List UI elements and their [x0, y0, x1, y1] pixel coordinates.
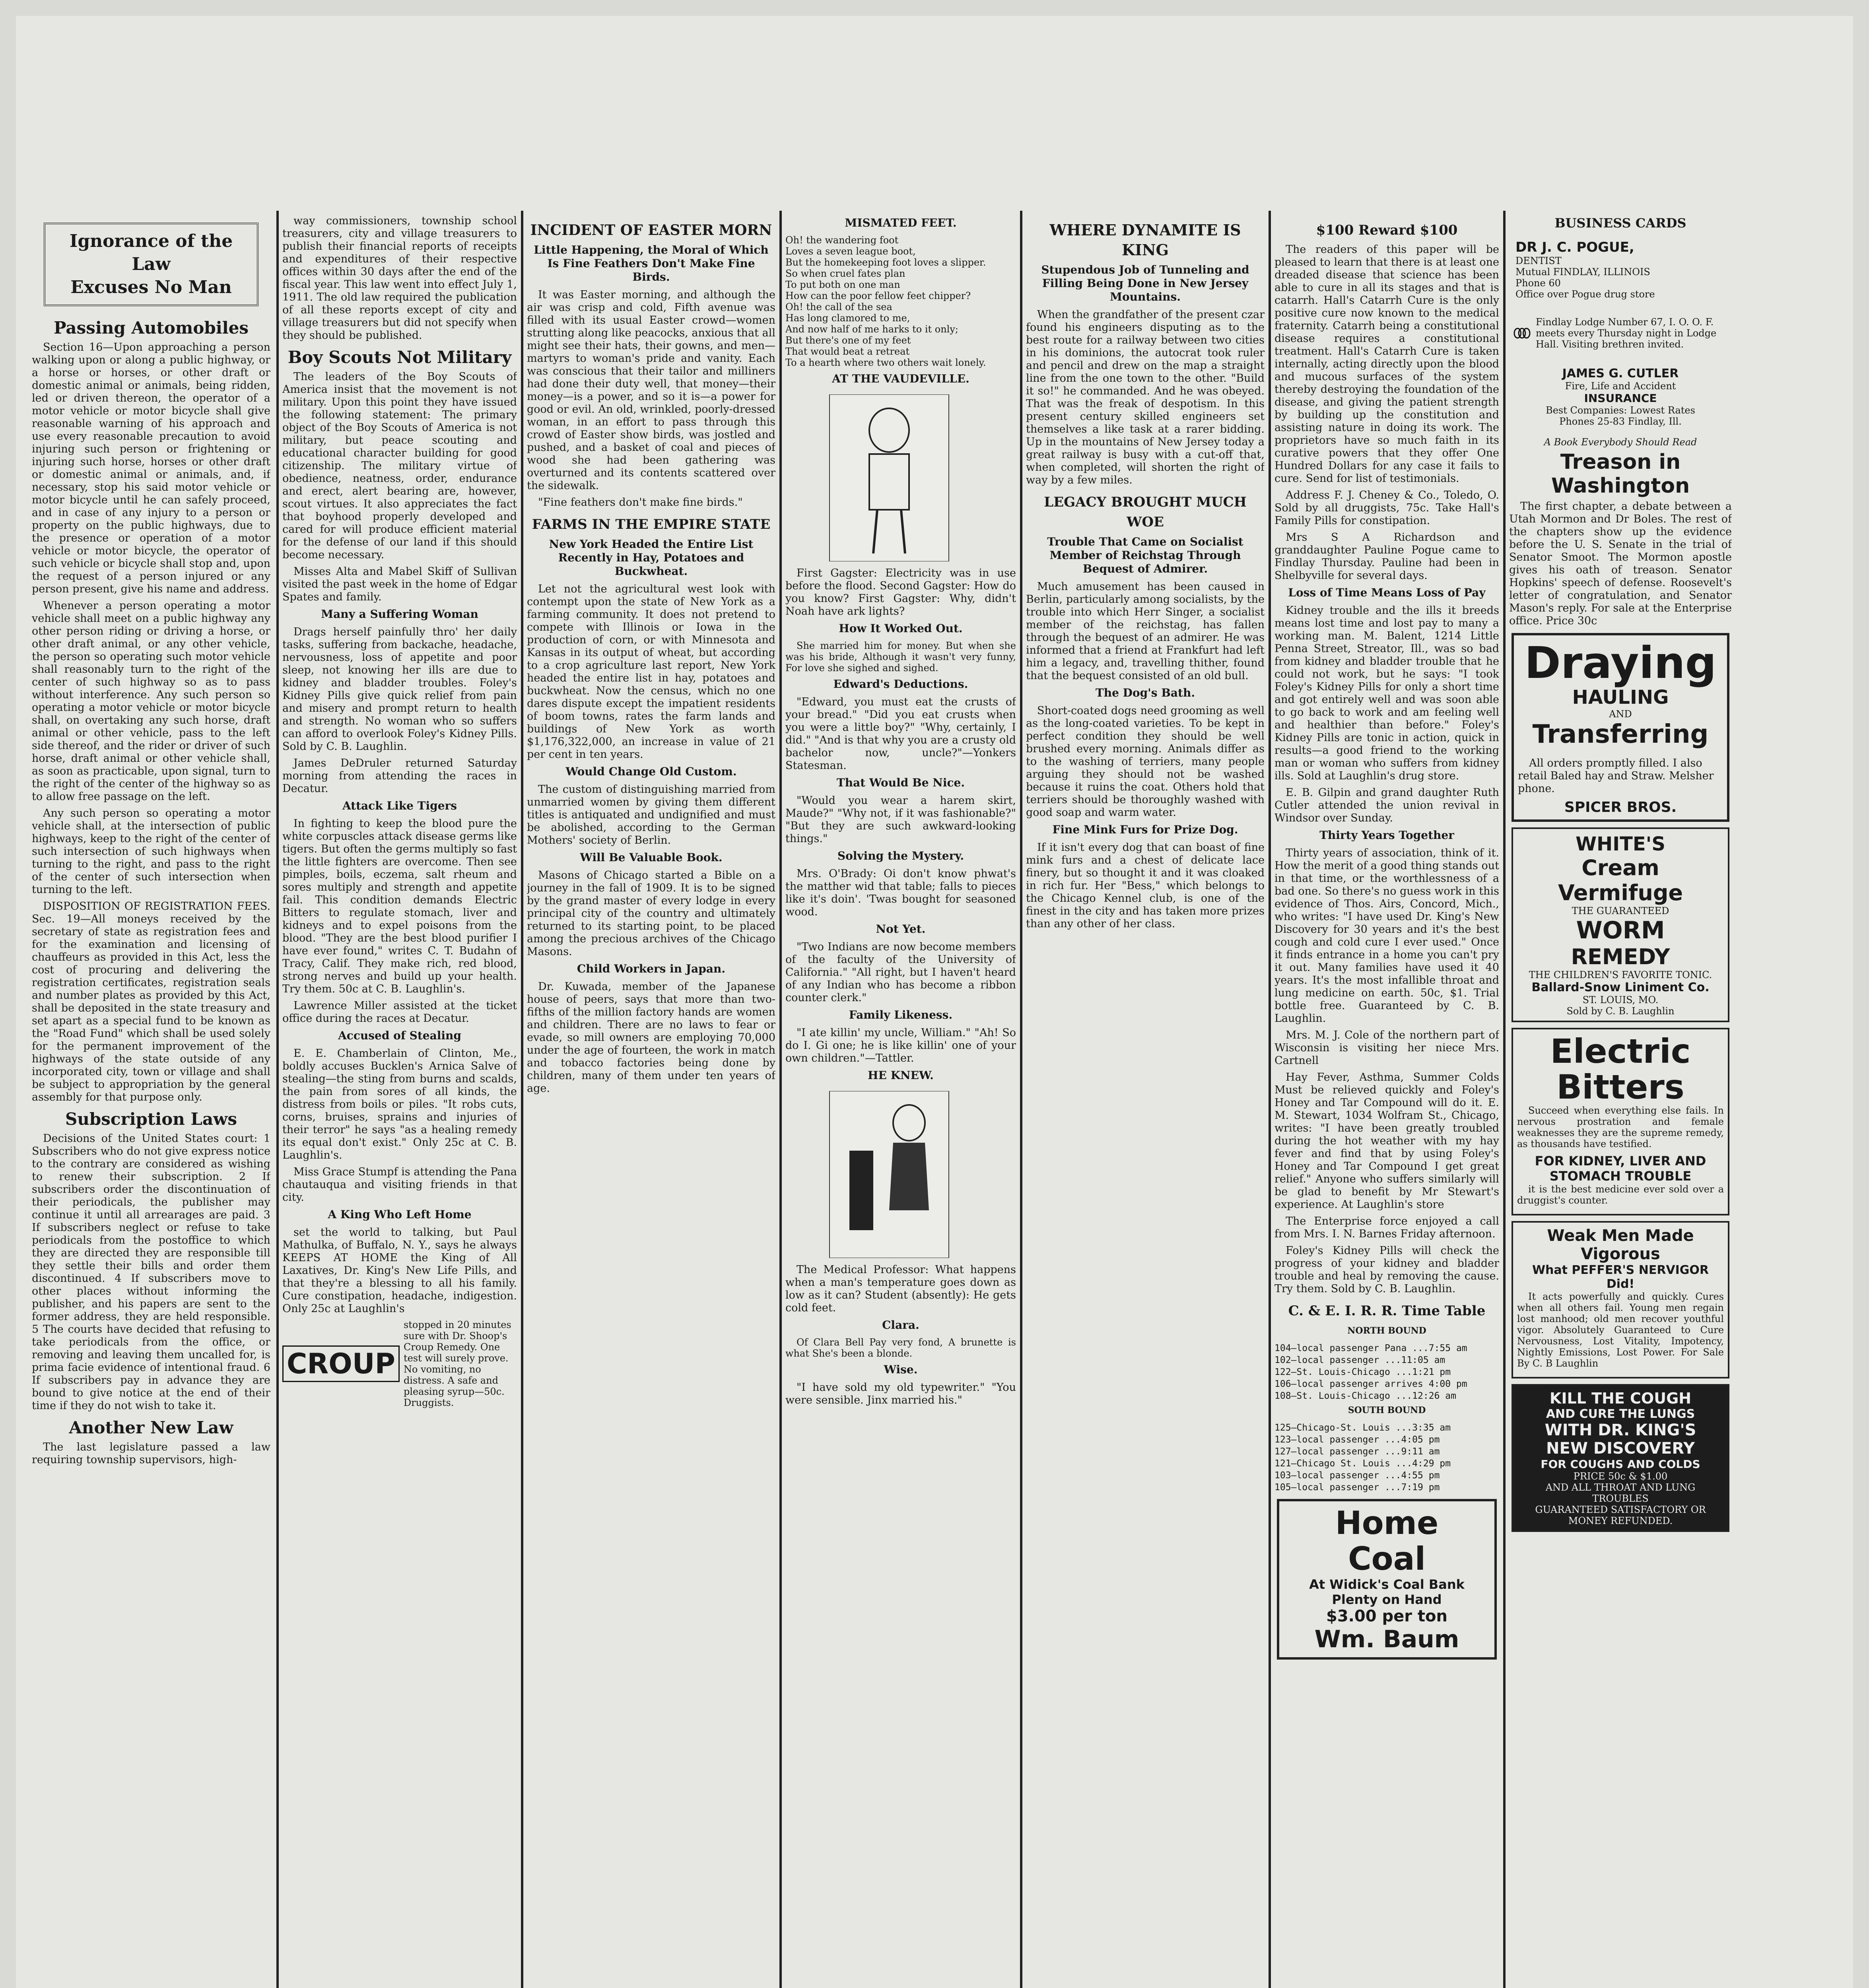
coal-price: $3.00 per ton	[1326, 1607, 1447, 1625]
timetable-north-label: NORTH BOUND	[1347, 1326, 1426, 1336]
poem-feet: Oh! the wandering foot Loves a seven league boot, But the homekeeping foot loves a slipper. So when cruel fates plan To put both on one man How can the poor fellow feet chipper? Oh! the call of the sea Has long clamored to me, And now half of me harks to it only; But there's one of my feet That would beat a retreat To a hearth where two others wait lonely.	[785, 235, 986, 368]
article-loss: Kidney trouble and the ills it breeds means lost time and lost pay to many a working man. M. Balent, 1214 Little Penna Street, Streator, Ill., was so bad from kidney and bladder trouble that he could not work, but he says: "I took Foley's Kidney Pills for only a short time and got entirely well and was soon able to go back to work and am feeling well and healthier than before." Foley's Kidney Pills are tonic in action, quick in results—a good friend to the working man or woman who suffers from kidney ills. Sold at Laughlin's drug store.	[1274, 604, 1499, 782]
article-furs: If it isn't every dog that can boast of fine mink furs and a chest of delicate lace finery, but so thought it and it was cloaked in rich fur. Her "Bess," which belongs to the Chicago Kennel club, is one of the finest in the city and has taken more prizes than any other of her class.	[1026, 841, 1265, 930]
headline-likeness: Family Likeness.	[849, 1008, 953, 1021]
column-rule	[1269, 211, 1271, 1988]
subhead-easter: Little Happening, the Moral of Which Is Fine Feathers Don't Make Fine Birds.	[534, 243, 769, 283]
article-easter: It was Easter morning, and although the air was crisp and cold, Fifth avenue was filled with its usual Easter crowd—women strutting along like peacocks, anxious that all might see their hats, their gowns, and men—martyrs to woman's pride and vanity. Each was conscious that their tailor and milliners had done their duty well, that money—their money—is a power, and so it is—a power for good or evil. An old, wrinkled, poorly-dressed woman, in an effort to pass through this crowd of Easter show birds, was jostled and pushed, and a basket of coal and pieces of wood she had been gathering was overturned and its contents scattered over the sidewalk.	[527, 289, 775, 492]
draying-text: All orders promptly filled. I also retail Baled hay and Straw. Melsher phone.	[1518, 757, 1714, 795]
weak-men-sub: What PEFFER'S NERVIGOR Did!	[1532, 1263, 1709, 1291]
whites-word: WHITE'S	[1576, 833, 1665, 855]
headline-knew: HE KNEW.	[868, 1069, 934, 1082]
box-title-line2: Excuses No Man	[70, 277, 232, 297]
headline-king-home: A King Who Left Home	[328, 1208, 472, 1221]
timetable-south: 125—Chicago-St. Louis ...3:35 am 123—local passenger ...4:05 pm 127—local passenger ...9:11 am 121—Chicago St. Louis ...4:29 pm 103—local passenger ...4:55 pm 105—local passenger ...7:19 pm	[1274, 1423, 1451, 1493]
headline-business-cards: BUSINESS CARDS	[1554, 215, 1686, 231]
headline-scouts: Boy Scouts Not Military	[288, 348, 512, 367]
item-cole: Mrs. M. J. Cole of the northern part of Wisconsin is visiting her niece Mrs. Cartnell	[1274, 1029, 1499, 1067]
headline-deductions: Edward's Deductions.	[833, 678, 968, 691]
item-james: James DeDruler returned Saturday morning from attending the races in Decatur.	[282, 757, 517, 795]
column-1	[32, 215, 270, 1988]
headline-custom: Would Change Old Custom.	[565, 765, 737, 778]
card-cutler	[1512, 363, 1729, 431]
headline-another-law: Another New Law	[69, 1418, 233, 1437]
vermifuge-word: Cream Vermifuge	[1558, 855, 1683, 905]
vermifuge-ad	[1512, 827, 1729, 1022]
headline-nice: That Would Be Nice.	[836, 776, 965, 789]
headline-suffering: Many a Suffering Woman	[321, 608, 478, 621]
joke-vaudeville: First Gagster: Electricity was in use before the flood. Second Gagster: How do you know? First Gagster: Why, didn't Noah have ark lights?	[785, 567, 1016, 617]
newspaper-page	[16, 16, 1853, 1988]
electric-bitters-ad	[1512, 1028, 1729, 1215]
joke-wise: "I have sold my old typewriter." "You were sensible. Jinx married his."	[785, 1381, 1016, 1406]
article-dogs: Short-coated dogs need grooming as well as the long-coated varieties. To be kept in perfect condition they should be well brushed every morning. Animals differ as to the washing of terriers, many people arguing they should not be washed because it ruins the coat. Others hold that terriers should be thoroughly washed with good soap and warm water.	[1026, 705, 1265, 819]
item-gilpin: E. B. Gilpin and grand daughter Ruth Cutler attended the union revival in Windsor over Sunday.	[1274, 786, 1499, 824]
cutler-line1: Fire, Life and Accident	[1565, 381, 1676, 392]
article-passing-2: Whenever a person operating a motor vehicle shall meet on a public highway any other person riding or driving a horse, or other draft animal, or any other vehicle, the person so operating such motor vehicle shall reasonably turn to the right of the center of such highway so as to pass without interference. Any such person so operating a motor vehicle or motor bicycle shall, on overtaking any such horse, draft animal or other vehicle, pass to the left side thereof, and the rider or driver of such horse, draft animal or other vehicle shall, as soon as practicable, upon signal, turn to the right of the center of the highway so as to allow free passage on the left.	[32, 600, 270, 803]
book-description: The first chapter, a debate between a Utah Mormon and Dr Boles. The rest of the chapters show up the evidence before the U. S. Senate in the trial of Senator Smoot. The Mormon apostle gives his oath of treason. Senator Hopkins' speech of defense. Roosevelt's letter of congratulation, and Senator Mason's reply. For sale at the Enterprise office. Price 30c	[1509, 500, 1732, 627]
article-disposition: DISPOSITION OF REGISTRATION FEES. Sec. 19—All moneys received by the secretary of state as registration fees and for the examination and licensing of chauffeurs as provided in this Act, less the cost of procuring and delivering the registration certificates, registration seals and number plates as provided by this Act, shall be deposited in the state treasury and set apart as a special fund to be known as the "Road Fund" which shall be used solely for the permanent improvement of the highways of the state outside of any incorporated city, town or village and shall be subject to appropriation by the general assembly for that purpose only.	[32, 900, 270, 1103]
headline-children: Child Workers in Japan.	[577, 962, 726, 975]
article-tigers: In fighting to keep the blood pure the white corpuscles attack disease germs like tigers. But often the germs multiply so fast the little fighters are overcome. Then see pimples, boils, eczema, salt rheum and sores multiply and strength and appetite fail. This condition demands Electric Bitters to regulate stomach, liver and kidneys and to expel poisons from the blood. "They are the best blood purifier I have ever found," writes C. T. Budahn of Tracy, Calif. They make rich, red blood, strong nerves and build up your health. Try them. 50c at C. B. Laughlin's.	[282, 817, 517, 995]
coal-home: Home	[1335, 1505, 1439, 1541]
article-passing: Section 16—Upon approaching a person walking upon or along a public highway, or a horse or horses, or other draft or domestic animal or animals, being ridden, led or driven thereon, the operator of a motor vehicle or motor bicycle shall give reasonable warning of his approach and use every reasonable precaution to avoid injuring such person or frightening or injuring such horse, horses or other draft or domestic animal or animals, and, if necessary, stop his said motor vehicle or motor bicycle until he can safely proceed, and in case of any injury to a person or property on the public highways, due to the presence or operation of a motor vehicle or motor bicycle, the operator of such vehicle or bicycle shall stop and, upon the request of a person injured or any person present, give his name and address.	[32, 341, 270, 595]
article-scouts: The leaders of the Boy Scouts of America insist that the movement is not military. Upon this point they have issued the following statement: The primary object of the Boy Scouts of America is not military, but peace scouting and educational character building for good citizenship. The military virtue of obedience, neatness, order, endurance and erect, alert bearing are, however, scout virtues. It also appreciates the fact that boyhood properly developed and cared for will produce efficient material for the defense of our land if this should become necessary.	[282, 371, 517, 561]
three-links-icon	[1513, 309, 1531, 357]
spicer-bros: SPICER BROS.	[1564, 799, 1677, 815]
article-children: Dr. Kuwada, member of the Japanese house of peers, says that more than two-fifths of the million factory hands are women and children. There are no laws to fear or evade, so mill owners are employing 70,000 under the age of fourteen, the work in match and tobacco factories being done by children, many of them under ten years of age.	[527, 980, 775, 1095]
cutler-line4: Phones 25-83 Findlay, Ill.	[1559, 416, 1682, 427]
draying-ad	[1512, 633, 1729, 822]
joke-mystery: Mrs. O'Brady: Oi don't know phwat's the matther wid that table; falls to pieces like it's doin'. 'Twas bought for seasoned wood.	[785, 868, 1016, 918]
article-farms: Let not the agricultural west look with contempt upon the state of New York as a farming community. It does not pretend to compete with Illinois or Iowa in the production of corn, or with Minnesota and Kansas in its output of wheat, but according to a crop agriculture last report, New York headed the entire list in hay, potatoes and buckwheat. Now the census, which no one dares dispute except the impatient residents of boom towns, rates the farm lands and buildings of New York as worth $1,176,322,000, an increase in value of 21 per cent in ten years.	[527, 583, 775, 761]
st-louis: ST. LOUIS, MO.	[1582, 994, 1659, 1006]
article-continued: way commissioners, township school treasurers, city and village treasurers to publish their financial reports of receipts and expenditures of their respective offices within 30 days after the end of the fiscal year. This law went into effect July 1, 1911. The old law required the publication of all these reports except of city and village treasurers but did not specify when they should be published.	[282, 215, 517, 342]
headline-mystery: Solving the Mystery.	[837, 849, 964, 862]
card-pogue	[1512, 235, 1729, 304]
electric-word: Electric	[1550, 1032, 1691, 1071]
weak-men-text: It acts powerfully and quickly. Cures when all others fail. Young men regain lost manhood; old men recover youthful vigor. Absolutely Guaranteed to Cure Nervousness, Lost Vitality, Impotency, Nightly Emissions, Lost Power. For Sale By C. B Laughlin	[1517, 1291, 1724, 1369]
column-5	[1026, 215, 1265, 1988]
article-stealing: E. E. Chamberlain of Clinton, Me., boldly accuses Bucklen's Arnica Salve of stealing—the sting from burns and scalds, the pain from sores of all kinds, the distress from boils or piles. "It robs cuts, corns, bruises, sprains and injuries of their terror" he says "as a healing remedy its equal don't exist." Only 25c at C. B. Laughlin's.	[282, 1047, 517, 1161]
pogue-phone: Phone 60	[1515, 278, 1561, 289]
article-king-home: set the world to talking, but Paul Mathulka, of Buffalo, N. Y., says he always KEEPS AT HOME the King of All Laxatives, Dr. King's New Life Pills, and that they're a blessing to all his family. Cure constipation, headache, indigestion. Only 25c at Laughlin's	[282, 1226, 517, 1315]
pogue-name: DR J. C. POGUE,	[1515, 239, 1634, 255]
coal-baum: Wm. Baum	[1314, 1625, 1459, 1653]
joke-nice: "Would you wear a harem skirt, Maude?" "Why not, if it was fashionable?" "But they are such awkward-looking things."	[785, 794, 1016, 845]
poem-clara: Of Clara Bell Pay very fond, A brunette is what She's been a blonde.	[785, 1337, 1016, 1359]
croup-ad	[282, 1319, 517, 1408]
weak-men-title: Weak Men Made Vigorous	[1547, 1227, 1694, 1263]
coal-plenty: Plenty on Hand	[1332, 1592, 1442, 1607]
column-6	[1274, 215, 1499, 1988]
headline-clara: Clara.	[882, 1318, 919, 1332]
joke-notyet: "Two Indians are now become members of the faculty of the University of California." "All right, but I haven't heard of any Indian who has become a ribbon counter clerk."	[785, 941, 1016, 1004]
headline-reward: $100 Reward $100	[1316, 222, 1458, 238]
headline-furs: Fine Mink Furs for Prize Dog.	[1052, 823, 1238, 836]
article-thirty: Thirty years of association, think of it. How the merit of a good thing stands out in that time, or the worthlessness of a bad one. So there's no guess work in this evidence of Thos. Airs, Concord, Mich., who writes: "I have used Dr. King's New Discovery for 30 years and it's the best cough and cold cure I ever used." Once it finds entrance in a home you can't pry it out. Many families have used it 40 years. It's the most infallible throat and lung medicine on earth. 50c, $1. Trial bottle free. Guaranteed by C. B. Laughlin.	[1274, 847, 1499, 1025]
column-4	[785, 215, 1016, 1988]
ignorance-box	[44, 223, 258, 306]
timetable-south-label: SOUTH BOUND	[1348, 1405, 1426, 1415]
subhead-farms: New York Headed the Entire List Recently in Hay, Potatoes and Buckwheat.	[549, 538, 754, 578]
article-custom: The custom of distinguishing married from unmarried women by giving them different titles is antiquated and undignified and must be abolished, according to the German Mothers' society of Berlin.	[527, 783, 775, 846]
headline-feet: MISMATED FEET.	[845, 216, 957, 229]
weak-men-ad	[1512, 1221, 1729, 1378]
subhead-dynamite: Stupendous Job of Tunneling and Filling Being Done in New Jersey Mountains.	[1041, 263, 1249, 303]
tonic-text: THE CHILDREN'S FAVORITE TONIC.	[1529, 969, 1712, 980]
article-address: Address F. J. Cheney & Co., Toledo, O. Sold by all druggists, 75c. Take Hall's Family Pills for constipation.	[1274, 489, 1499, 527]
article-reward: The readers of this paper will be pleased to learn that there is at least one dreaded disease that science has been able to cure in all its stages and that is catarrh. Hall's Catarrh Cure is the only positive cure now known to the medical fraternity. Catarrh being a constitutional disease requires a constitutional treatment. Hall's Catarrh Cure is taken internally, acting directly upon the blood and mucous surfaces of the system thereby destroying the foundation of the disease, and giving the patient strength by building up the constitution and assisting nature in doing its work. The proprietors have so much faith in its curative powers that they offer One Hundred Dollars for any case it fails to cure. Send for list of testimonials.	[1274, 243, 1499, 485]
kill-cough-l2: AND CURE THE LUNGS	[1546, 1407, 1695, 1421]
ballard-snow: Ballard-Snow Liniment Co.	[1531, 980, 1710, 994]
article-dynamite: When the grandfather of the present czar found his engineers disputing as to the best route for a railway between two cities in his dominions, the autocrat took ruler and pencil and drew on the map a straight line from the one town to the other. "Build it so!" he commanded. And he was obeyed. That was the freak of despotism. In this present century skilled engineers set themselves a like task at a rarer bidding. Up in the mountains of New Jersey today a great railway is busy with a cut-off that, when completed, will shorten the right of way by a few miles.	[1026, 309, 1265, 486]
transferring-word: Transferring	[1532, 720, 1709, 749]
item-richardson: Mrs S A Richardson and granddaughter Pauline Pogue came to Findlay Thursday. Pauline had been in Shelbyville for several days.	[1274, 531, 1499, 582]
cutler-line3: Best Companies: Lowest Rates	[1546, 405, 1695, 416]
article-book: Masons of Chicago started a Bible on a journey in the fall of 1909. It is to be signed by the grand master of every lodge in every principal city of the country and ultimately returned to its starting point, to be placed among the precious archives of the Chicago Masons.	[527, 869, 775, 958]
bitters-text: Succeed when everything else fails. In nervous prostration and female weaknesses they are the supreme remedy, as thousands have testified.	[1517, 1105, 1724, 1149]
item-grace: Miss Grace Stumpf is attending the Pana chautauqua and visiting friends in that city.	[282, 1166, 517, 1204]
draying-word: Draying	[1524, 637, 1717, 688]
worm-word: WORM	[1576, 916, 1665, 944]
article-subscription: Decisions of the United States court: 1 Subscribers who do not give express notice to the contrary are considered as wishing to renew their subscription. 2 If subscribers order the discontinuation of their periodicals, the publisher may continue it until all arrearages are paid. 3 If subscribers neglect or refuse to take periodicals from the postoffice to which they are directed they are responsible till they settle their bills and order them discontinued. 4 If subscribers move to other places without informing the publisher, and his papers are sent to the former address, they are held responsible. 5 The courts have decided that refusing to take periodicals from the office, or removing and leaving them uncalled for, is prima facie evidence of intentional fraud. 6 If subscribers pay in advance they are bound to give notice at the end of their time if they do not wish to take it.	[32, 1132, 270, 1412]
item-lawrence: Lawrence Miller assisted at the ticket office during the races at Decatur.	[282, 1000, 517, 1025]
pogue-office: Office over Pogue drug store	[1515, 289, 1655, 300]
poem-worked: She married him for money. But when she was his bride, Although it wasn't very funny, For love she sighed and sighed.	[785, 640, 1016, 674]
kill-cough-l4: NEW DISCOVERY	[1546, 1439, 1695, 1458]
headline-easter: INCIDENT OF EASTER MORN	[530, 222, 772, 239]
and-word: AND	[1609, 709, 1632, 720]
article-easter-2: "Fine feathers don't make fine birds."	[538, 496, 743, 509]
item-enterprise: The Enterprise force enjoyed a call from Mrs. I. N. Barnes Friday afternoon.	[1274, 1215, 1499, 1240]
croup-text: stopped in 20 minutes sure with Dr. Shoop's Croup Remedy. One test will surely prove. No vomiting, no distress. A safe and pleasing syrup—50c. Druggists.	[403, 1319, 511, 1408]
headline-loss: Loss of Time Means Loss of Pay	[1288, 586, 1486, 599]
coal-widick: At Widick's Coal Bank	[1309, 1577, 1465, 1592]
article-passing-3: Any such person so operating a motor vehicle shall, at the intersection of public highways, keep to the right of the center of such intersection of such highways when turning to the right, and pass to the right of the center of such intersection when turning to the left.	[32, 807, 270, 896]
cutler-line2: INSURANCE	[1584, 392, 1657, 405]
coal-coal: Coal	[1348, 1540, 1426, 1577]
kill-cough-l7: AND ALL THROAT AND LUNG TROUBLES	[1545, 1482, 1696, 1504]
kill-cough-l5: FOR COUGHS AND COLDS	[1541, 1458, 1700, 1471]
bitters-kidney: FOR KIDNEY, LIVER AND STOMACH TROUBLE	[1535, 1153, 1706, 1184]
headline-notyet: Not Yet.	[876, 922, 926, 936]
article-foley: Foley's Kidney Pills will check the progress of your kidney and bladder trouble and heal by removing the cause. Try them. Sold by C. B. Laughlin.	[1274, 1244, 1499, 1295]
bitters-text-2: it is the best medicine ever sold over a druggist's counter.	[1517, 1184, 1724, 1206]
bitters-word: Bitters	[1556, 1068, 1684, 1107]
subhead-legacy: Trouble That Came on Socialist Member of Reichstag Through Bequest of Admirer.	[1047, 535, 1243, 575]
lodge-text: Findlay Lodge Number 67, I. O. O. F. meets every Thursday night in Lodge Hall. Visiting brethren invited.	[1535, 316, 1717, 350]
headline-dynamite: WHERE DYNAMITE IS KING	[1049, 221, 1241, 259]
column-rule	[521, 211, 523, 1988]
kill-cough-l1: KILL THE COUGH	[1549, 1390, 1692, 1407]
headline-wise: Wise.	[884, 1363, 918, 1376]
headline-legacy: LEGACY BROUGHT MUCH WOE	[1044, 494, 1247, 530]
headline-dogs: The Dog's Bath.	[1095, 686, 1195, 699]
headline-farms: FARMS IN THE EMPIRE STATE	[532, 516, 771, 532]
he-knew-illustration	[785, 1091, 993, 1258]
article-another-law: The last legislature passed a law requiring township supervisors, high-	[32, 1441, 270, 1466]
kill-cough-l8: GUARANTEED SATISFACTORY OR MONEY REFUNDED.	[1535, 1504, 1706, 1526]
column-rule	[1503, 211, 1506, 1988]
kill-cough-ad	[1512, 1384, 1729, 1532]
headline-vaudeville: AT THE VAUDEVILLE.	[832, 372, 969, 385]
headline-tigers: Attack Like Tigers	[342, 799, 457, 812]
remedy-word: REMEDY	[1571, 944, 1670, 969]
kill-cough-l6: PRICE 50c & $1.00	[1573, 1471, 1668, 1482]
column-3	[527, 215, 775, 1988]
joke-likeness: "I ate killin' my uncle, William." "Ah! So do I. Gi one; he is like killin' one of your own children."—Tattler.	[785, 1027, 1016, 1064]
article-hayfever: Hay Fever, Asthma, Summer Colds Must be relieved quickly and Foley's Honey and Tar Compound will do it. E. M. Stewart, 1034 Wolfram St., Chicago, writes: "I have been greatly troubled during the hot weather with my hay fever and find that by using Foley's Honey and Tar Compound I get great relief." Anyone who suffers similarly will be glad to benefit by Mr Stewart's experience. At Laughlin's store	[1274, 1071, 1499, 1211]
kill-cough-l3: WITH DR. KING'S	[1545, 1421, 1696, 1439]
headline-timetable: C. & E. I. R. R. Time Table	[1288, 1303, 1486, 1319]
column-rule	[276, 211, 279, 1988]
column-rule	[779, 211, 782, 1988]
headline-thirty: Thirty Years Together	[1319, 829, 1454, 842]
timetable-north: 104—local passenger Pana ...7:55 am 102—local passenger ...11:05 am 122—St. Louis-Chicago ...1:21 pm 106—local passenger arrives 4:00 pm 108—St. Louis-Chicago ...12:26 am	[1274, 1343, 1467, 1401]
headline-stealing: Accused of Stealing	[338, 1029, 461, 1042]
card-lodge	[1513, 309, 1728, 357]
guaranteed-word: THE GUARANTEED	[1572, 905, 1669, 916]
home-coal-ad	[1277, 1499, 1497, 1660]
article-suffering: Drags herself painfully thro' her daily tasks, suffering from backache, headache, nervousness, loss of appetite and poor sleep, not knowing her ills are due to kidney and bladder troubles. Foley's Kidney Pills give quick relief from pain and misery and prompt return to health and strength. No woman who so suffers can afford to overlook Foley's Kidney Pills. Sold by C. B. Laughlin.	[282, 626, 517, 753]
column-7	[1509, 215, 1732, 1988]
box-title-line1: Ignorance of the Law	[69, 231, 233, 274]
pogue-title: DENTIST	[1515, 255, 1562, 266]
column-2	[282, 215, 517, 1988]
item-misses: Misses Alta and Mabel Skiff of Sullivan visited the past week in the home of Edgar Spates and family.	[282, 565, 517, 603]
joke-deductions: "Edward, you must eat the crusts of your bread." "Did you eat crusts when you were a little boy?" "Why, certainly, I did." "And is that why you are a crusty old bachelor now, uncle?"—Yonkers Statesman.	[785, 696, 1016, 772]
column-rule	[1020, 211, 1022, 1988]
hauling-word: HAULING	[1572, 686, 1669, 709]
book-title: Treason in Washington	[1551, 450, 1690, 498]
article-legacy: Much amusement has been caused in Berlin, particularly among socialists, by the trouble into which Herr Singer, a socialist member of the reichstag, has fallen through the bequest of an admirer. He was informed that a friend at Frankfurt had left him a legacy, and, travelling thither, found that the bequest consisted of an old bull.	[1026, 580, 1265, 682]
book-kicker: A Book Everybody Should Read	[1544, 437, 1697, 448]
headline-worked: How It Worked Out.	[839, 622, 963, 635]
headline-book: Will Be Valuable Book.	[580, 851, 723, 864]
headline-passing: Passing Automobiles	[53, 318, 249, 338]
croup-word: CROUP	[282, 1345, 400, 1382]
cutler-name: JAMES G. CUTLER	[1562, 367, 1679, 381]
sold-by: Sold by C. B. Laughlin	[1566, 1006, 1675, 1017]
pogue-location: Mutual FINDLAY, ILLINOIS	[1515, 266, 1650, 278]
joke-knew: The Medical Professor: What happens when a man's temperature goes down as low as it can? Student (absently): He gets cold feet.	[785, 1264, 1016, 1314]
headline-subscription: Subscription Laws	[65, 1109, 237, 1129]
vaudeville-illustration	[785, 394, 993, 561]
